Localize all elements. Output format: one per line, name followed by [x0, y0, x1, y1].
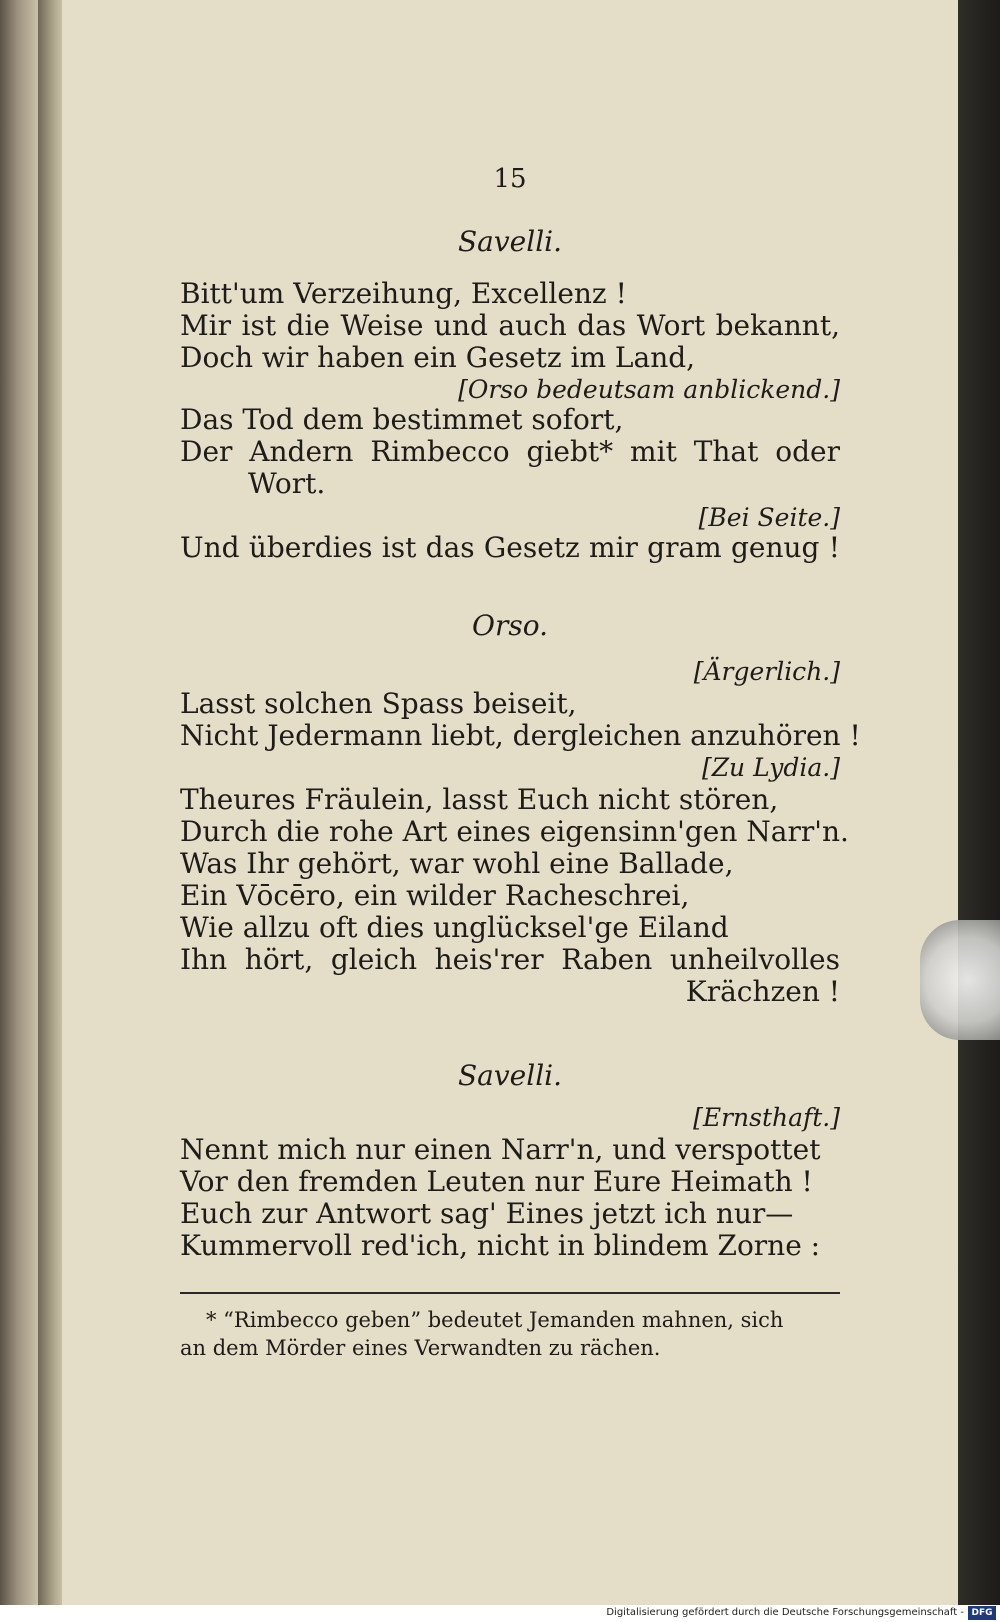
stage-direction: [Ärgerlich.] [693, 657, 840, 686]
verse-line: Nicht Jedermann liebt, dergleichen anzuhören ! [180, 719, 861, 752]
speaker-savelli: Savelli. [457, 1059, 563, 1092]
verse-line: Nennt mich nur einen Narr'n, und verspottet [180, 1133, 821, 1166]
verse-line: Das Tod dem bestimmet sofort, [180, 403, 624, 436]
verse-line: Doch wir haben ein Gesetz im Land, [180, 341, 696, 374]
verse-line: Wie allzu oft dies unglücksel'ge Eiland [180, 911, 729, 944]
footnote-line: * “Rimbecco geben” bedeutet Jemanden mahnen, sich [206, 1308, 784, 1332]
verse-line: Durch die rohe Art eines eigensinn'gen Narr'n. [180, 815, 849, 848]
stage-direction: [Orso bedeutsam anblickend.] [458, 375, 840, 404]
speaker-orso: Orso. [472, 609, 548, 642]
footnote-rule [180, 1292, 840, 1294]
verse-line: Wort. [248, 467, 326, 500]
speaker-savelli: Savelli. [457, 225, 563, 258]
verse-line: Ein Vōcēro, ein wilder Racheschrei, [180, 879, 690, 912]
verse-line: Der Andern Rimbecco giebt* mit That oder [180, 435, 840, 468]
page-right-shadow [958, 0, 1000, 1605]
stage-direction: [Zu Lydia.] [701, 753, 840, 782]
verse-line: Vor den fremden Leuten nur Eure Heimath ! [180, 1165, 813, 1198]
facing-page-edge [0, 0, 40, 1622]
page-number: 15 [493, 164, 527, 194]
verse-line: Krächzen ! [685, 975, 840, 1008]
verse-line: Ihn hört, gleich heis'rer Raben unheilvolles [180, 943, 840, 976]
verse-line: Bitt'um Verzeihung, Excellenz ! [180, 277, 627, 310]
verse-line: Lasst solchen Spass beiseit, [180, 687, 577, 720]
dfg-logo: DFG [968, 1606, 996, 1620]
verse-line: Was Ihr gehört, war wohl eine Ballade, [180, 847, 734, 880]
verse-line: Und überdies ist das Gesetz mir gram genug ! [180, 531, 840, 564]
page-clip-holder [920, 920, 1000, 1040]
verse-line: Kummervoll red'ich, nicht in blindem Zorne : [180, 1229, 821, 1262]
footnote-line: an dem Mörder eines Verwandten zu rächen. [180, 1336, 661, 1360]
stage-direction: [Bei Seite.] [698, 503, 840, 532]
verse-line: Theures Fräulein, lasst Euch nicht stören, [180, 783, 779, 816]
funding-credit: Digitalisierung gefördert durch die Deutsche Forschungsgemeinschaft - [606, 1607, 964, 1618]
verse-line: Mir ist die Weise und auch das Wort bekannt, [180, 309, 840, 342]
stage-direction: [Ernsthaft.] [693, 1103, 840, 1132]
verse-line: Euch zur Antwort sag' Eines jetzt ich nur— [180, 1197, 794, 1230]
